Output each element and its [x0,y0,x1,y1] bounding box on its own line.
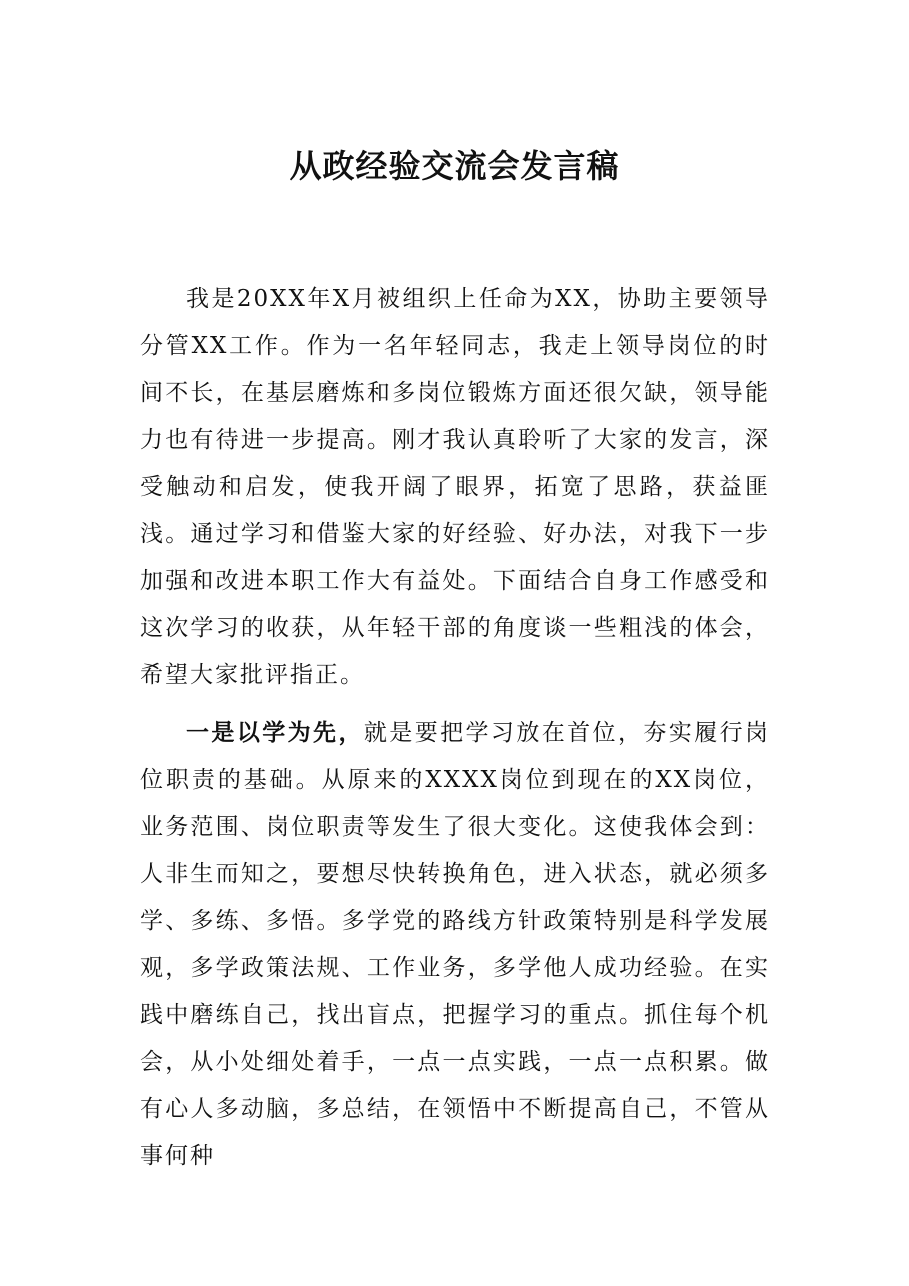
paragraph-intro-text: 我是20XX年X月被组织上任命为XX，协助主要领导分管XX工作。作为一名年轻同志，我走上领导岗位的时间不长，在基层磨炼和多岗位锻炼方面还很欠缺，领导能力也有待进一步提高。刚才我认真聆听了大家的发言，深受触动和启发，使我开阔了眼界，拓宽了思路，获益匪浅。通过学习和借鉴大家的好经验、好办法，对我下一步加强和改进本职工作大有益处。下面结合自身工作感受和这次学习的收获，从年轻干部的角度谈一些粗浅的体会，希望大家批评指正。 [140,286,770,688]
document-body [140,276,770,1180]
paragraph-point-one-text: 就是要把学习放在首位，夯实履行岗位职责的基础。从原来的XXXX岗位到现在的XX岗位，业务范围、岗位职责等发生了很大变化。这使我体会到：人非生而知之，要想尽快转换角色，进入状态，就必须多学、多练、多悟。多学党的路线方针政策特别是科学发展观，多学政策法规、工作业务，多学他人成功经验。在实践中磨练自己，找出盲点，把握学习的重点。抓住每个机会，从小处细处着手，一点一点实践，一点一点积累。做有心人多动脑，多总结，在领悟中不断提高自己，不管从事何种 [140,720,771,1169]
document-title: 从政经验交流会发言稿 [289,147,620,185]
paragraph-intro [140,276,770,699]
paragraph-point-one-lead: 一是以学为先， [186,719,364,746]
paragraph-point-one [140,709,770,1180]
